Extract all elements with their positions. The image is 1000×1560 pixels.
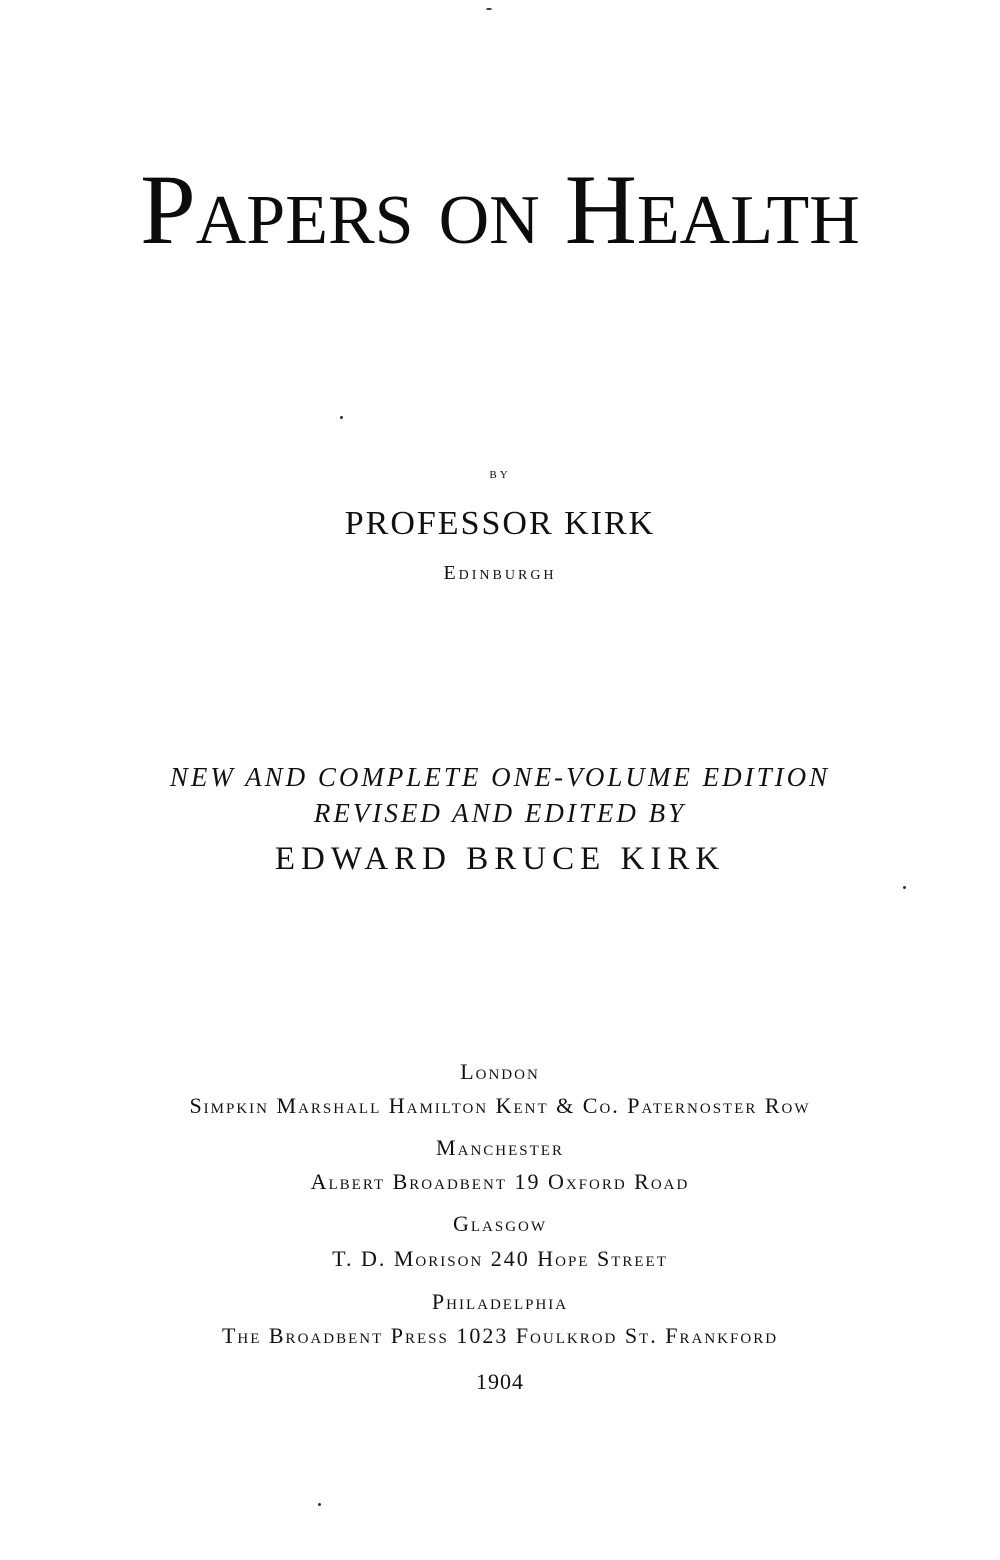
by-label: by xyxy=(489,466,511,482)
scan-speck xyxy=(318,1503,321,1506)
imprint-city-glasgow: Glasgow xyxy=(452,1211,548,1236)
scan-speck xyxy=(486,8,492,10)
imprint-city-london: London xyxy=(460,1059,540,1084)
author-name: PROFESSOR KIRK xyxy=(344,505,656,542)
imprint-publisher-manchester: Albert Broadbent 19 Oxford Road xyxy=(310,1169,690,1194)
author-place: Edinburgh xyxy=(443,562,557,584)
imprint-publisher-london: Simpkin Marshall Hamilton Kent & Co. Paternoster Row xyxy=(189,1093,811,1118)
publication-year: 1904 xyxy=(476,1369,524,1394)
scan-speck xyxy=(903,886,906,889)
edition-statement-line-1: NEW AND COMPLETE ONE-VOLUME EDITION xyxy=(169,762,831,792)
imprint-city-philadelphia: Philadelphia xyxy=(431,1289,569,1314)
imprint-city-manchester: Manchester xyxy=(436,1135,564,1160)
scan-speck xyxy=(340,416,343,419)
book-title: Papers on Health xyxy=(140,154,860,265)
editor-name: EDWARD BRUCE KIRK xyxy=(274,841,726,877)
imprint-publisher-philadelphia: The Broadbent Press 1023 Foulkrod St. Frankford xyxy=(221,1323,779,1348)
edition-statement-line-2: REVISED AND EDITED BY xyxy=(313,798,687,828)
imprint-publisher-glasgow: T. D. Morison 240 Hope Street xyxy=(332,1246,668,1271)
